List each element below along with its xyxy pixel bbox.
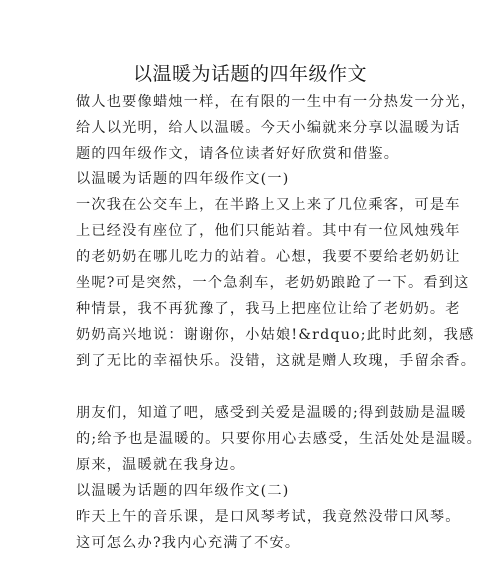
paragraph-line: 的;给予也是温暖的。只要你用心去感受，生活处处是温暖。 [76,431,483,447]
section-heading: 以温暖为话题的四年级作文(二) [76,483,290,499]
paragraph-line: 奶奶高兴地说：谢谢你，小姑娘!&rdquo;此时此刻，我感 [76,327,475,343]
paragraph-line: 一次我在公交车上，在半路上又上来了几位乘客，可是车 [76,197,461,213]
paragraph-line: 给人以光明，给人以温暖。今天小编就来分享以温暖为话 [76,120,461,136]
paragraph-line: 原来，温暖就在我身边。 [76,457,246,473]
paragraph-line: 这可怎么办?我内心充满了不安。 [76,535,301,551]
paragraph-line: 的老奶奶在哪儿吃力的站着。心想，我要不要给老奶奶让 [76,249,461,265]
paragraph-line: 种情景，我不再犹豫了，我马上把座位让给了老奶奶。老 [76,301,461,317]
paragraph-line: 到了无比的幸福快乐。没错，这就是赠人玫瑰，手留余香。 [76,353,477,369]
paragraph-line: 上已经没有座位了，他们只能站着。其中有一位风烛残年 [76,223,461,239]
paragraph-line: 坐呢?可是突然，一个急刹车，老奶奶踉跄了一下。看到这 [76,275,470,291]
paragraph-line: 做人也要像蜡烛一样，在有限的一生中有一分热发一分光， [76,94,477,110]
paragraph-line: 题的四年级作文，请各位读者好好欣赏和借鉴。 [76,146,400,162]
paragraph-line: 朋友们，知道了吧，感受到关爱是温暖的;得到鼓励是温暖 [76,405,467,421]
document-title: 以温暖为话题的四年级作文 [132,63,367,85]
paragraph-line: 昨天上午的音乐课，是口风琴考试，我竟然没带口风琴。 [76,509,461,525]
section-heading: 以温暖为话题的四年级作文(一) [76,171,290,187]
